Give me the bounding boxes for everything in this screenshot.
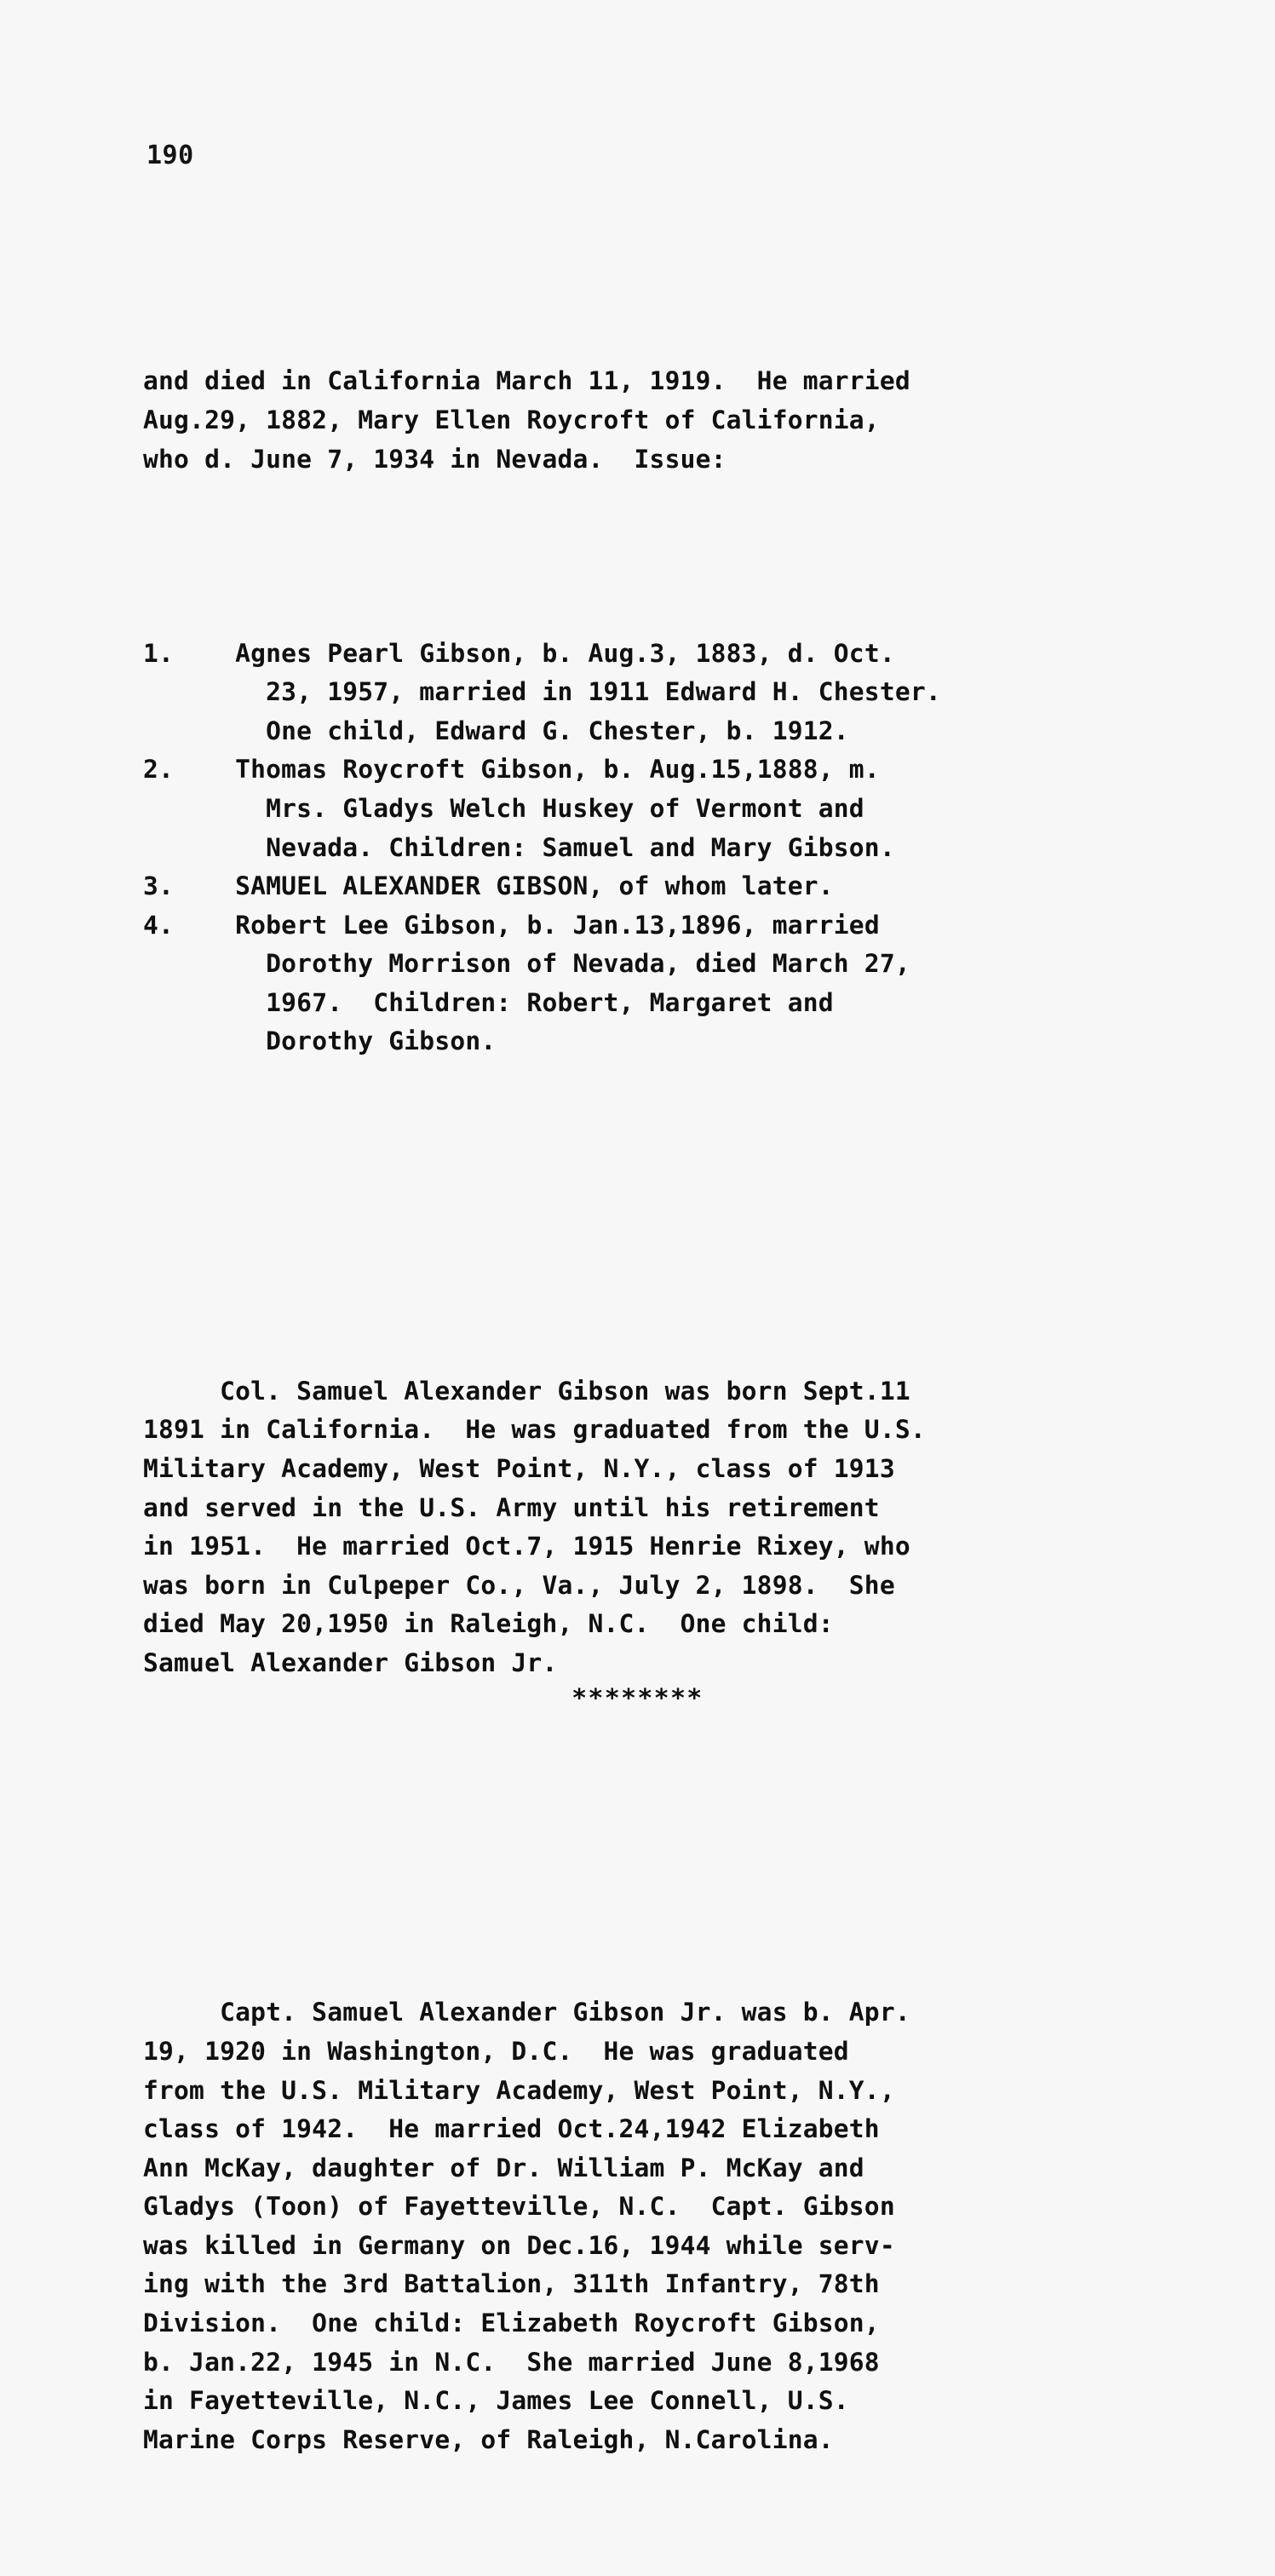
list-item-number: 4. (143, 910, 175, 940)
list-item-line: Dorothy Morrison of Nevada, died March 27, (266, 949, 910, 979)
issue-list (143, 635, 1174, 1062)
continued-paragraph (143, 362, 1174, 479)
paragraph-line: Aug.29, 1882, Mary Ellen Roycroft of California, (143, 405, 880, 434)
paragraph-line: from the U.S. Military Academy, West Point, N.Y., (143, 2075, 895, 2105)
page-text-column (143, 207, 1174, 2576)
paragraph-line: in Fayetteville, N.C., James Lee Connell, U.S. (143, 2386, 849, 2416)
paragraph-line: Col. Samuel Alexander Gibson was born Sept.11 (143, 1376, 910, 1406)
paragraph-capt-samuel-jr (143, 1993, 1174, 2459)
list-item-line: SAMUEL ALEXANDER GIBSON, of whom later. (235, 871, 834, 901)
paragraph-spacer (143, 1799, 1174, 1838)
section-divider: ******** (571, 1683, 704, 1712)
paragraph-line: and died in California March 11, 1919. He married (143, 366, 910, 396)
paragraph-line: Military Academy, West Point, N.Y., class of 1913 (143, 1454, 895, 1483)
list-item-line: Robert Lee Gibson, b. Jan.13,1896, married (235, 910, 880, 940)
list-item-number: 1. (143, 638, 175, 668)
paragraph-line: Samuel Alexander Gibson Jr. (143, 1647, 558, 1677)
paragraph-line: 19, 1920 in Washington, D.C. He was graduated (143, 2036, 849, 2066)
list-item-number: 2. (143, 755, 175, 785)
paragraph-line: Gladys (Toon) of Fayetteville, N.C. Capt. Gibson (143, 2192, 895, 2222)
list-item-line: Dorothy Gibson. (266, 1026, 497, 1056)
paragraph-line: died May 20,1950 in Raleigh, N.C. One child: (143, 1609, 834, 1639)
list-item-line: 1967. Children: Robert, Margaret and (266, 987, 834, 1017)
paragraph-line: who d. June 7, 1934 in Nevada. Issue: (143, 444, 727, 474)
paragraph-line: Marine Corps Reserve, of Raleigh, N.Carolina. (143, 2424, 834, 2454)
paragraph-line: in 1951. He married Oct.7, 1915 Henrie Rixey, who (143, 1532, 910, 1561)
list-item-line: Nevada. Children: Samuel and Mary Gibson. (266, 832, 895, 862)
list-item-line: One child, Edward G. Chester, b. 1912. (266, 716, 849, 745)
paragraph-spacer (143, 1178, 1174, 1217)
paragraph-line: b. Jan.22, 1945 in N.C. She married June 8,1968 (143, 2347, 880, 2377)
list-item-line: Thomas Roycroft Gibson, b. Aug.15,1888, m. (235, 755, 880, 785)
paragraph-line: was killed in Germany on Dec.16, 1944 while serv- (143, 2230, 895, 2260)
paragraph-line: 1891 in California. He was graduated from the U.S. (143, 1415, 926, 1445)
paragraph-line: Division. One child: Elizabeth Roycroft Gibson, (143, 2309, 880, 2338)
list-item-line: Agnes Pearl Gibson, b. Aug.3, 1883, d. Oct. (235, 638, 895, 668)
paragraph-line: Capt. Samuel Alexander Gibson Jr. was b. Apr. (143, 1998, 910, 2027)
paragraph-line: Ann McKay, daughter of Dr. William P. McKay and (143, 2153, 864, 2182)
paragraph-line: was born in Culpeper Co., Va., July 2, 1898. She (143, 1570, 895, 1600)
list-item-line: Mrs. Gladys Welch Huskey of Vermont and (266, 793, 864, 823)
paragraph-line: class of 1942. He married Oct.24,1942 Elizabeth (143, 2114, 880, 2144)
paragraph-col-samuel (143, 1372, 1174, 1683)
page-number: 190 (146, 141, 194, 170)
paragraph-line: ing with the 3rd Battalion, 311th Infantry, 78th (143, 2269, 880, 2299)
list-item-line: 23, 1957, married in 1911 Edward H. Chester. (266, 677, 941, 707)
paragraph-line: and served in the U.S. Army until his retirement (143, 1492, 880, 1522)
list-item-number: 3. (143, 871, 175, 901)
